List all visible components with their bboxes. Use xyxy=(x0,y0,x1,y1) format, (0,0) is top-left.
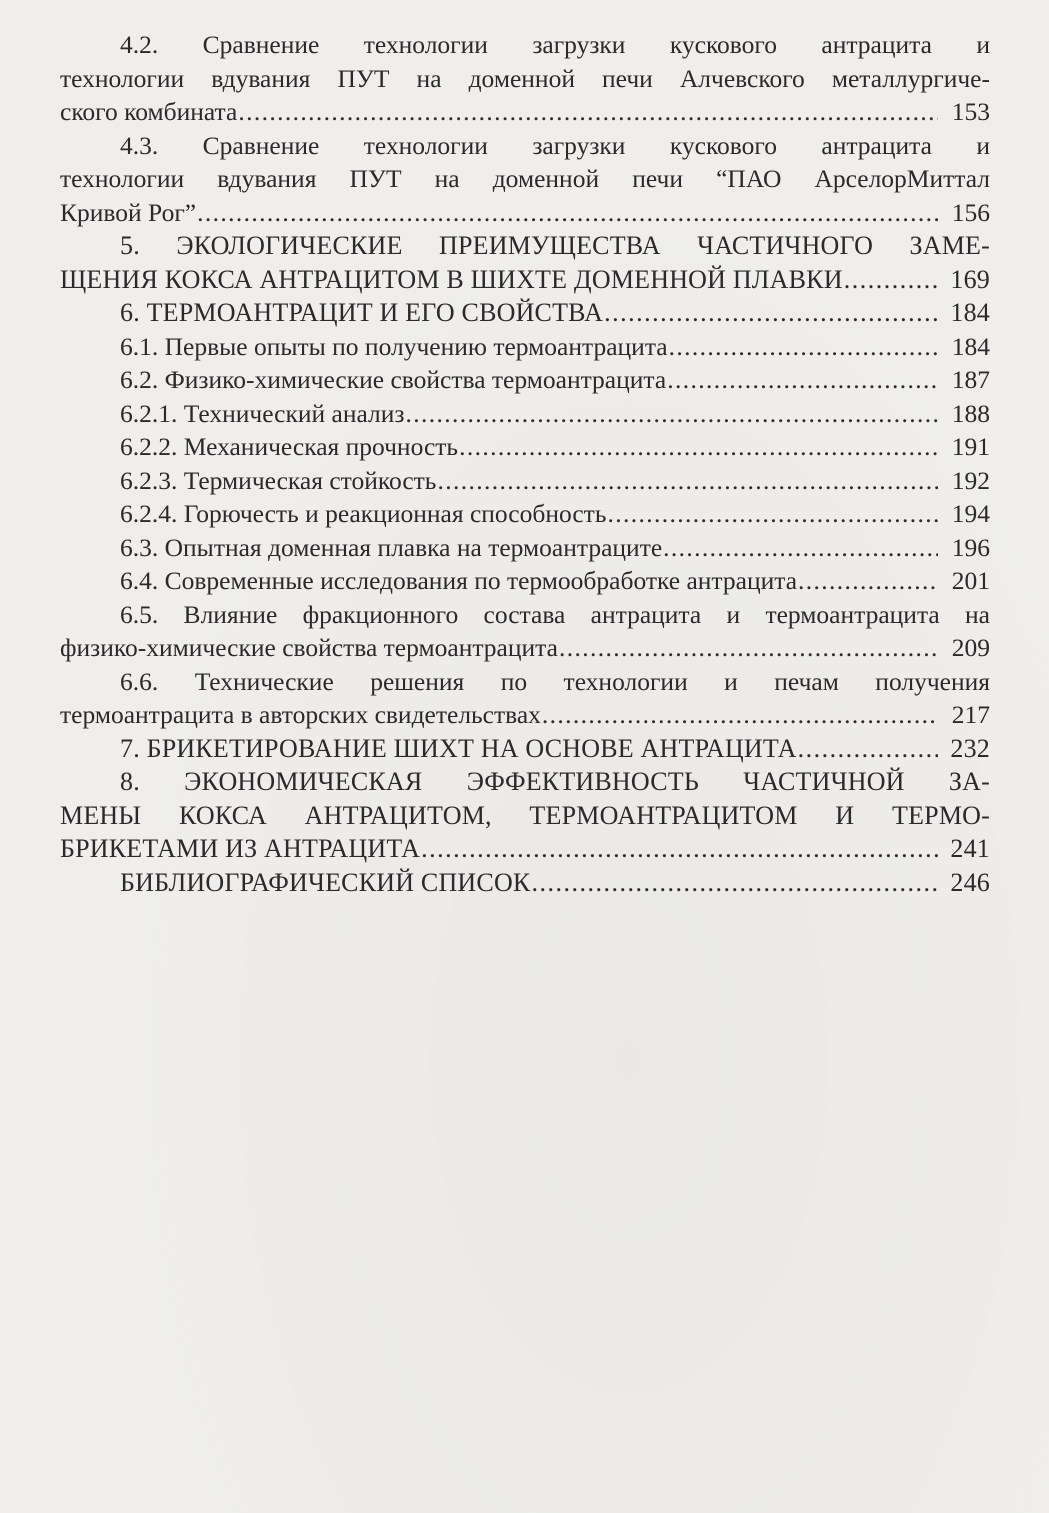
page-number: 191 xyxy=(951,432,990,461)
toc-entry-title: физико-химические свойства термоантрацита xyxy=(60,633,558,662)
page-number: 188 xyxy=(951,398,990,428)
dot-leader xyxy=(542,698,938,732)
toc-entry-6-5 xyxy=(60,598,990,665)
toc-entry-4-3 xyxy=(60,129,990,230)
toc-entry-8 xyxy=(60,765,990,866)
toc-entry-title: 7. БРИКЕТИРОВАНИЕ ШИХТ НА ОСНОВЕ АНТРАЦИТА xyxy=(120,733,797,763)
page-number: 209 xyxy=(951,633,990,662)
toc-entry-line: технологии вдувания ПУТ на доменной печи Алчевского металлургиче- xyxy=(60,63,990,93)
toc-entry-line: технологии вдувания ПУТ на доменной печи “ПАО АрселорМиттал xyxy=(60,164,990,193)
dot-leader xyxy=(197,196,938,230)
dot-leader xyxy=(604,296,938,330)
page-number: 192 xyxy=(951,465,990,495)
dot-leader xyxy=(531,866,938,900)
toc-entry-line: 8. ЭКОНОМИЧЕСКАЯ ЭФФЕКТИВНОСТЬ ЧАСТИЧНОЙ ЗА- xyxy=(120,767,990,796)
dot-leader xyxy=(798,732,938,766)
toc-entry-title: 6.4. Современные исследования по термообработке антрацита xyxy=(120,566,798,595)
table-of-contents xyxy=(60,28,990,899)
toc-entry-last-line xyxy=(60,430,990,464)
page-number: 196 xyxy=(951,532,990,562)
toc-entry-7 xyxy=(60,732,990,766)
toc-entry-6-1 xyxy=(60,330,990,364)
page-number: 156 xyxy=(951,197,990,227)
toc-entry-title: БРИКЕТАМИ ИЗ АНТРАЦИТА xyxy=(60,834,421,863)
toc-entry-last-line xyxy=(60,263,990,297)
page-number: 153 xyxy=(951,97,990,126)
toc-entry-line: 6.6. Технические решения по технологии и печам получения xyxy=(120,666,990,696)
page-number: 232 xyxy=(950,733,990,763)
toc-entry-last-line xyxy=(60,95,990,129)
toc-entry-title: 6.1. Первые опыты по получению термоантрацита xyxy=(120,331,668,361)
page-number: 217 xyxy=(951,700,990,729)
toc-entry-line: 4.3. Сравнение технологии загрузки кускового антрацита и xyxy=(120,130,990,160)
toc-entry-6-3 xyxy=(60,531,990,565)
toc-entry-6-2-4 xyxy=(60,497,990,531)
toc-entry-title: ского комбината xyxy=(60,97,238,126)
dot-leader xyxy=(798,564,938,598)
toc-entry-title: Кривой Рог” xyxy=(60,197,197,227)
toc-entry-title: 6.2.3. Термическая стойкость xyxy=(120,465,437,495)
toc-entry-6-2-3 xyxy=(60,464,990,498)
toc-entry-last-line xyxy=(60,296,990,330)
dot-leader xyxy=(667,363,938,397)
dot-leader xyxy=(607,497,938,531)
toc-entry-5 xyxy=(60,229,990,296)
dot-leader xyxy=(559,631,938,665)
toc-entry-6 xyxy=(60,296,990,330)
toc-entry-bib xyxy=(60,866,990,900)
toc-entry-6-2 xyxy=(60,363,990,397)
toc-entry-line: МЕНЫ КОКСА АНТРАЦИТОМ, ТЕРМОАНТРАЦИТОМ И ТЕРМО- xyxy=(60,800,990,830)
dot-leader xyxy=(663,531,938,565)
toc-entry-last-line xyxy=(60,732,990,766)
toc-entry-last-line xyxy=(60,564,990,598)
toc-entry-6-2-2 xyxy=(60,430,990,464)
toc-entry-6-4 xyxy=(60,564,990,598)
dot-leader xyxy=(405,397,938,431)
toc-entry-title: 6.3. Опытная доменная плавка на термоантраците xyxy=(120,532,663,562)
toc-entry-last-line xyxy=(60,531,990,565)
page-number: 184 xyxy=(951,331,990,361)
toc-entry-6-2-1 xyxy=(60,397,990,431)
dot-leader xyxy=(459,430,938,464)
page-number: 169 xyxy=(950,264,990,294)
toc-entry-last-line xyxy=(60,866,990,900)
toc-entry-6-6 xyxy=(60,665,990,732)
toc-entry-last-line xyxy=(60,363,990,397)
page-number: 187 xyxy=(951,365,990,394)
dot-leader xyxy=(844,263,938,297)
toc-entry-line: 6.5. Влияние фракционного состава антрацита и термоантрацита на xyxy=(120,599,990,629)
toc-entry-line: 4.2. Сравнение технологии загрузки кускового антрацита и xyxy=(120,30,990,59)
toc-entry-last-line xyxy=(60,631,990,665)
dot-leader xyxy=(238,95,938,129)
toc-entry-title: 6.2.4. Горючесть и реакционная способность xyxy=(120,499,607,528)
toc-entry-title: БИБЛИОГРАФИЧЕСКИЙ СПИСОК xyxy=(120,867,531,897)
toc-entry-title: термоантрацита в авторских свидетельствах xyxy=(60,700,541,729)
page-number: 246 xyxy=(950,867,990,897)
page-number: 184 xyxy=(950,298,990,327)
toc-entry-title: 6.2.1. Технический анализ xyxy=(120,398,405,428)
toc-entry-line: 5. ЭКОЛОГИЧЕСКИЕ ПРЕИМУЩЕСТВА ЧАСТИЧНОГО ЗАМЕ- xyxy=(120,231,990,260)
page-number: 201 xyxy=(951,566,990,595)
toc-entry-title: ЩЕНИЯ КОКСА АНТРАЦИТОМ В ШИХТЕ ДОМЕННОЙ ПЛАВКИ xyxy=(60,264,843,294)
dot-leader xyxy=(437,464,938,498)
toc-entry-title: 6. ТЕРМОАНТРАЦИТ И ЕГО СВОЙСТВА xyxy=(120,298,604,327)
toc-entry-title: 6.2.2. Механическая прочность xyxy=(120,432,459,461)
toc-entry-last-line xyxy=(60,698,990,732)
toc-entry-last-line xyxy=(60,464,990,498)
toc-entry-last-line xyxy=(60,196,990,230)
page-number: 241 xyxy=(950,834,990,863)
toc-entry-4-2 xyxy=(60,28,990,129)
toc-entry-last-line xyxy=(60,832,990,866)
page-number: 194 xyxy=(951,499,990,528)
toc-entry-last-line xyxy=(60,397,990,431)
toc-entry-title: 6.2. Физико-химические свойства термоантрацита xyxy=(120,365,667,394)
dot-leader xyxy=(421,832,938,866)
dot-leader xyxy=(669,330,938,364)
toc-entry-last-line xyxy=(60,497,990,531)
toc-entry-last-line xyxy=(60,330,990,364)
